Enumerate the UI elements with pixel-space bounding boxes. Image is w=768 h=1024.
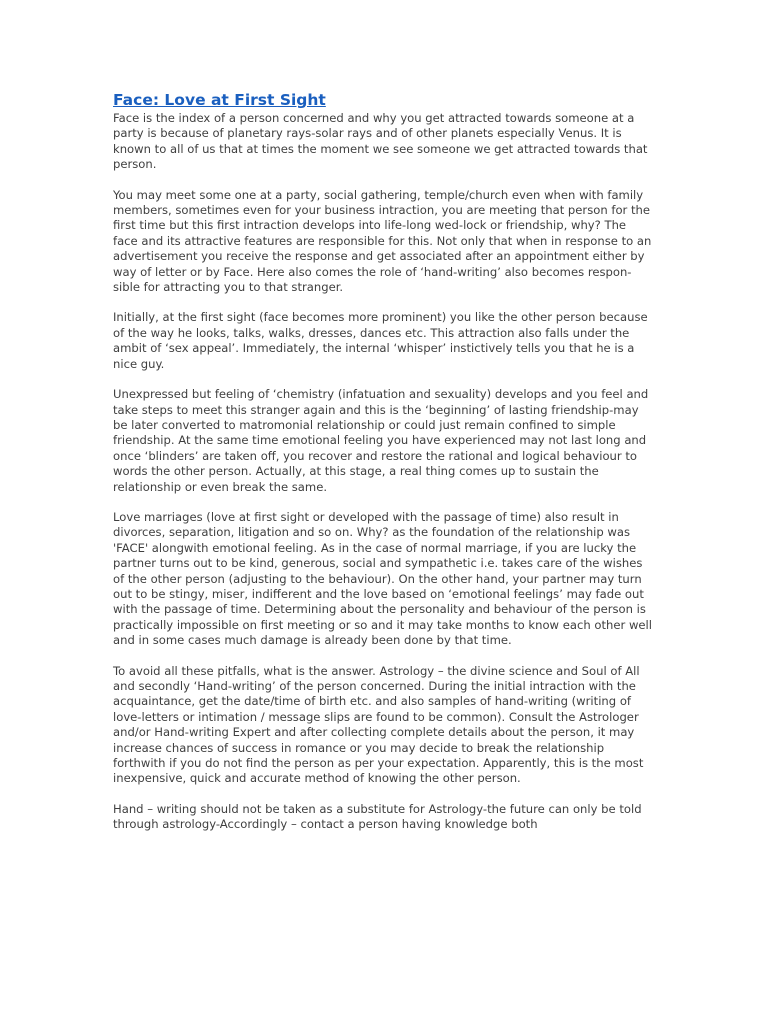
paragraph-7: Hand – writing should not be taken as a substitute for Astrology-the future can only be told through astrology-Accordingly – contact a person having knowledge both <box>113 801 642 832</box>
paragraph-2: You may meet some one at a party, social gathering, temple/church even when with family members, sometimes even for your business intraction, you are meeting that person for the first time but this first intraction develops into life-long wed-lock or friendship, why? The face and its attractive features are responsible for this. Not only that when in response to an advertisement you receive the response and get associated after an appointment either by way of letter or by Face. Here also comes the role of ‘hand-writing’ also becomes respon-sible for attracting you to that stranger. <box>113 187 652 295</box>
paragraph-1: Face is the index of a person concerned and why you get attracted towards someone at a party is because of planetary rays-solar rays and of other planets especially Venus. It is known to all of us that at times the moment we see someone we get attracted towards that person. <box>113 111 648 172</box>
paragraph-6: To avoid all these pitfalls, what is the answer. Astrology – the divine science and Soul of All and secondly ‘Hand-writing’ of the person concerned. During the initial intraction with the acquaintance, get the date/time of birth etc. and also samples of hand-writing (writing of love-letters or intimation / message slips are found to be common). Consult the Astrologer and/or Hand-writing Expert and after collecting complete details about the person, it may increase chances of success in romance or you may decide to break the relationship forthwith if you do not find the person as per your expectation. Apparently, this is the most inexpensive, quick and accurate method of knowing the other person. <box>113 663 644 786</box>
document-page <box>113 90 653 848</box>
paragraph-4: Unexpressed but feeling of ‘chemistry (infatuation and sexuality) develops and you feel and take steps to meet this stranger again and this is the ‘beginning’ of lasting friendship-may be later converted to matromonial relationship or could just remain confined to simple friendship. At the same time emotional feeling you have experienced may not last long and once ‘blinders’ are taken off, you recover and restore the rational and logical behaviour to words the other person. Actually, at this stage, a real thing comes up to sustain the relationship or even break the same. <box>113 387 649 494</box>
paragraph-3: Initially, at the first sight (face becomes more prominent) you like the other person because of the way he looks, talks, walks, dresses, dances etc. This attraction also falls under the ambit of ‘sex appeal’. Immediately, the internal ‘whisper’ instictively tells you that he is a nice guy. <box>113 310 648 371</box>
paragraph-5: Love marriages (love at first sight or developed with the passage of time) also result in divorces, separation, litigation and so on. Why? as the foundation of the relationship was 'FACE' alongwith emotional feeling. As in the case of normal marriage, if you are lucky the partner turns out to be kind, generous, social and sympathetic i.e. takes care of the wishes of the other person (adjusting to the behaviour). On the other hand, your partner may turn out to be stingy, miser, indifferent and the love based on ‘emotional feelings’ may fade out with the passage of time. Determining about the personality and behaviour of the person is practically impossible on first meeting or so and it may take months to know each other well and in some cases much damage is already been done by that time. <box>113 509 652 648</box>
article-title-link[interactable]: Face: Love at First Sight <box>113 91 326 109</box>
